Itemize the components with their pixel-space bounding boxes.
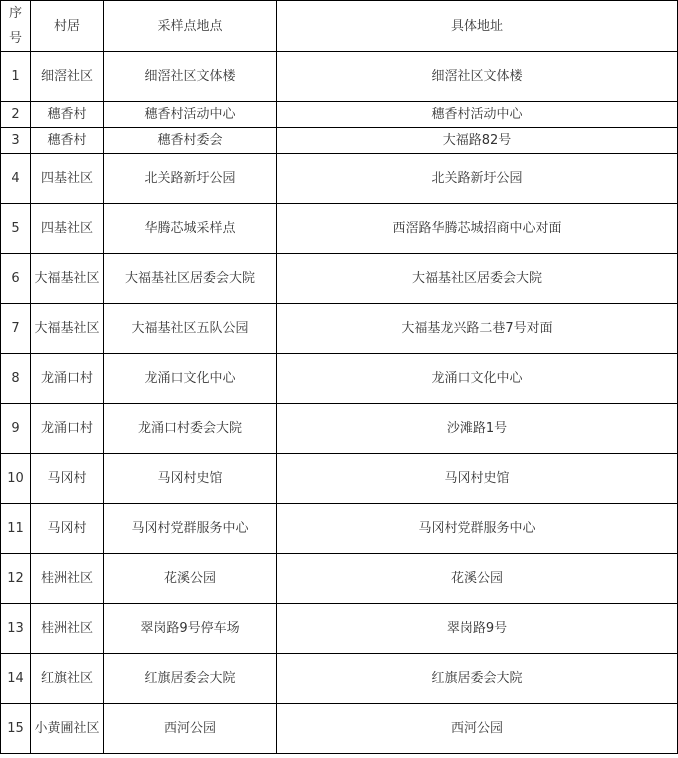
- row-site: 穗香村活动中心: [104, 102, 277, 128]
- row-no: 8: [1, 354, 31, 404]
- table-row: [1, 128, 678, 154]
- row-village: 龙涌口村: [31, 404, 104, 454]
- row-address: 西滘路华腾芯城招商中心对面: [277, 204, 678, 254]
- row-village: 大福基社区: [31, 304, 104, 354]
- row-village: 桂洲社区: [31, 554, 104, 604]
- row-site: 红旗居委会大院: [104, 654, 277, 704]
- header-address: 具体地址: [277, 1, 678, 52]
- table-header-row: [1, 1, 678, 52]
- table-row: [1, 554, 678, 604]
- row-site: 华腾芯城采样点: [104, 204, 277, 254]
- row-site: 西河公园: [104, 704, 277, 754]
- row-no: 11: [1, 504, 31, 554]
- row-village: 马冈村: [31, 454, 104, 504]
- row-no: 12: [1, 554, 31, 604]
- row-no: 15: [1, 704, 31, 754]
- row-site: 翠岗路9号停车场: [104, 604, 277, 654]
- table-row: [1, 654, 678, 704]
- row-address: 穗香村活动中心: [277, 102, 678, 128]
- row-no: 1: [1, 52, 31, 102]
- row-address: 马冈村史馆: [277, 454, 678, 504]
- row-village: 穗香村: [31, 102, 104, 128]
- row-village: 穗香村: [31, 128, 104, 154]
- header-site: 采样点地点: [104, 1, 277, 52]
- row-site: 大福基社区居委会大院: [104, 254, 277, 304]
- row-site: 细滘社区文体楼: [104, 52, 277, 102]
- row-village: 桂洲社区: [31, 604, 104, 654]
- table-row: [1, 504, 678, 554]
- row-address: 大福基社区居委会大院: [277, 254, 678, 304]
- row-site: 大福基社区五队公园: [104, 304, 277, 354]
- row-address: 沙滩路1号: [277, 404, 678, 454]
- row-site: 马冈村史馆: [104, 454, 277, 504]
- row-village: 龙涌口村: [31, 354, 104, 404]
- table-row: [1, 604, 678, 654]
- row-village: 马冈村: [31, 504, 104, 554]
- row-address: 马冈村党群服务中心: [277, 504, 678, 554]
- header-village: 村居: [31, 1, 104, 52]
- row-address: 龙涌口文化中心: [277, 354, 678, 404]
- row-no: 5: [1, 204, 31, 254]
- table-row: [1, 52, 678, 102]
- row-site: 马冈村党群服务中心: [104, 504, 277, 554]
- row-no: 7: [1, 304, 31, 354]
- row-address: 花溪公园: [277, 554, 678, 604]
- table-row: [1, 304, 678, 354]
- row-village: 大福基社区: [31, 254, 104, 304]
- table-row: [1, 354, 678, 404]
- header-no: 序号: [1, 1, 31, 52]
- row-no: 9: [1, 404, 31, 454]
- row-address: 西河公园: [277, 704, 678, 754]
- row-no: 4: [1, 154, 31, 204]
- row-no: 2: [1, 102, 31, 128]
- row-village: 四基社区: [31, 204, 104, 254]
- row-site: 花溪公园: [104, 554, 277, 604]
- row-village: 小黄圃社区: [31, 704, 104, 754]
- row-site: 北关路新圩公园: [104, 154, 277, 204]
- row-site: 龙涌口村委会大院: [104, 404, 277, 454]
- row-no: 3: [1, 128, 31, 154]
- row-no: 14: [1, 654, 31, 704]
- row-address: 红旗居委会大院: [277, 654, 678, 704]
- table-row: [1, 154, 678, 204]
- table-row: [1, 454, 678, 504]
- row-address: 翠岗路9号: [277, 604, 678, 654]
- table-row: [1, 102, 678, 128]
- row-no: 13: [1, 604, 31, 654]
- row-no: 6: [1, 254, 31, 304]
- row-site: 龙涌口文化中心: [104, 354, 277, 404]
- row-village: 四基社区: [31, 154, 104, 204]
- row-site: 穗香村委会: [104, 128, 277, 154]
- row-no: 10: [1, 454, 31, 504]
- row-address: 大福路82号: [277, 128, 678, 154]
- table-row: [1, 204, 678, 254]
- table-row: [1, 404, 678, 454]
- row-address: 细滘社区文体楼: [277, 52, 678, 102]
- table-row: [1, 254, 678, 304]
- row-address: 大福基龙兴路二巷7号对面: [277, 304, 678, 354]
- table-row: [1, 704, 678, 754]
- row-address: 北关路新圩公园: [277, 154, 678, 204]
- row-village: 红旗社区: [31, 654, 104, 704]
- row-village: 细滘社区: [31, 52, 104, 102]
